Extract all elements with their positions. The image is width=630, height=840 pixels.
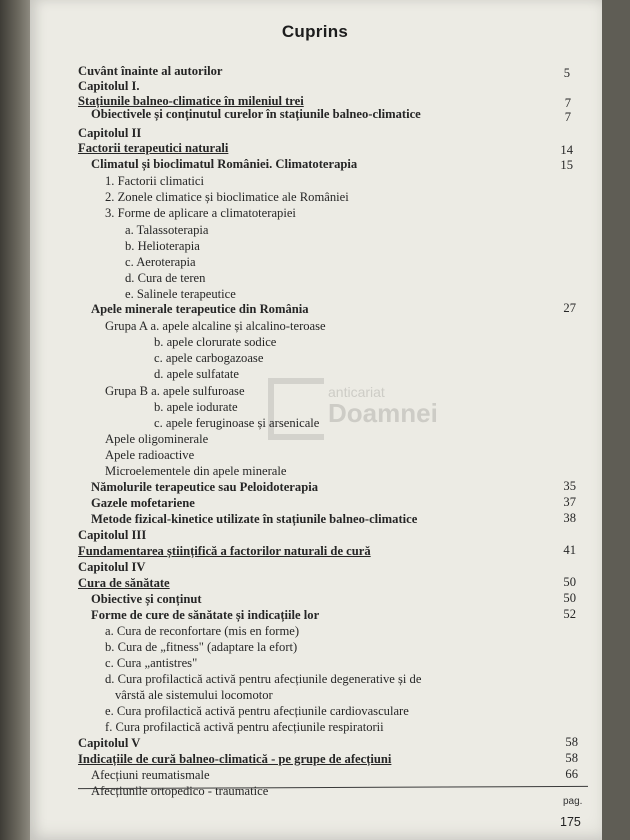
toc-subentry: b. apele clorurate sodice xyxy=(154,335,277,349)
footer-page-label: pag. xyxy=(563,796,583,807)
toc-page-number: 35 xyxy=(563,479,576,493)
page-title: Cuprins xyxy=(281,22,349,41)
toc-subentry: e. Salinele terapeutice xyxy=(125,287,236,301)
toc-entry: Gazele mofetariene xyxy=(91,496,195,510)
toc-page-number: 66 xyxy=(565,767,578,781)
toc-subentry: a. Cura de reconfortare (mis en forme) xyxy=(105,624,300,638)
toc-subentry: d. apele sulfatate xyxy=(154,367,239,381)
toc-entry: Obiective și conținut xyxy=(91,592,202,606)
chapter-heading: Capitolul I. xyxy=(78,79,140,93)
toc-subentry: e. Cura profilactică activă pentru afecțiunile cardiovasculare xyxy=(105,704,409,718)
toc-page-number: 7 xyxy=(564,96,571,110)
toc-entry: Metode fizical-kinetice utilizate în stațiunile balneo-climatice xyxy=(91,512,418,526)
toc-page-number: 38 xyxy=(563,511,576,525)
toc-subentry: Grupa B a. apele sulfuroase xyxy=(105,384,245,398)
toc-subentry: b. Helioterapia xyxy=(125,239,200,253)
toc-subentry: a. Talassoterapia xyxy=(125,223,209,237)
chapter-title: Cura de sănătate xyxy=(78,576,170,590)
toc-page-number: 14 xyxy=(560,143,573,157)
toc-subentry: Apele oligominerale xyxy=(105,432,209,446)
toc-subentry: f. Cura profilactică activă pentru afecțiunile respiratorii xyxy=(105,720,384,734)
toc-subentry: d. Cura profilactică activă pentru afecțiunile degenerative și de xyxy=(105,672,422,686)
toc-subentry: b. apele iodurate xyxy=(154,400,238,414)
toc-subentry: Grupa A a. apele alcaline și alcalino-teroase xyxy=(105,319,326,333)
toc-page-number: 50 xyxy=(563,575,576,589)
chapter-title: Factorii terapeutici naturali xyxy=(78,141,229,155)
toc-subentry: 3. Forme de aplicare a climatoterapiei xyxy=(105,206,296,220)
toc-subentry: 2. Zonele climatice și bioclimatice ale României xyxy=(105,190,349,204)
toc-page-number: 7 xyxy=(564,110,571,124)
toc-entry: Cuvânt înainte al autorilor xyxy=(78,64,223,78)
toc-page-number: 41 xyxy=(563,543,576,557)
book-spine-shadow xyxy=(0,0,30,840)
toc-page-number: 50 xyxy=(563,591,576,605)
toc-subentry: c. Aeroterapia xyxy=(125,255,196,269)
toc-page-number: 27 xyxy=(563,301,576,315)
toc-page-number: 58 xyxy=(565,751,578,765)
watermark-line2: Doamnei xyxy=(328,398,438,428)
footer-page-number: 175 xyxy=(560,815,581,829)
chapter-title: Indicațiile de cură balneo-climatică - pe grupe de afecțiuni xyxy=(78,752,392,766)
toc-page-number: 58 xyxy=(565,735,578,749)
toc-entry: Afecțiuni reumatismale xyxy=(91,768,210,782)
toc-page-number: 15 xyxy=(560,158,573,172)
toc-subentry: b. Cura de „fitness" (adaptare la efort) xyxy=(105,640,298,654)
toc-subentry: Microelementele din apele minerale xyxy=(105,464,287,478)
watermark xyxy=(262,378,438,448)
chapter-title: Stațiunile balneo-climatice în mileniul trei xyxy=(78,94,304,108)
toc-subentry: vârstă ale sistemului locomotor xyxy=(115,688,273,702)
chapter-heading: Capitolul V xyxy=(78,736,141,750)
toc-subentry: Apele radioactive xyxy=(105,448,195,462)
watermark-line1: anticariat xyxy=(328,384,385,400)
toc-entry: Obiectivele și conținutul curelor în stațiunile balneo-climatice xyxy=(91,107,421,121)
toc-subentry: c. apele carbogazoase xyxy=(154,351,264,365)
chapter-heading: Capitolul IV xyxy=(78,560,146,574)
chapter-heading: Capitolul II xyxy=(78,126,142,140)
toc-subentry: c. apele feruginoase și arsenicale xyxy=(154,416,320,430)
toc-subentry: c. Cura „antistres" xyxy=(105,656,198,670)
toc-entry: Forme de cure de sănătate și indicațiile lor xyxy=(91,608,320,622)
toc-page-number: 5 xyxy=(563,66,570,80)
chapter-title: Fundamentarea științifică a factorilor naturali de cură xyxy=(78,544,371,558)
toc-subentry: d. Cura de teren xyxy=(125,271,206,285)
toc-entry: Apele minerale terapeutice din România xyxy=(91,302,309,316)
toc-page-number: 37 xyxy=(563,495,576,509)
toc-entry: Afecțiunile ortopedico - traumatice xyxy=(91,784,269,798)
toc-entry: Nămolurile terapeutice sau Peloidoterapia xyxy=(91,480,318,494)
toc-subentry: 1. Factorii climatici xyxy=(105,174,204,188)
toc-entry: Climatul și bioclimatul României. Climatoterapia xyxy=(91,157,358,171)
toc-page-number: 52 xyxy=(563,607,576,621)
chapter-heading: Capitolul III xyxy=(78,528,147,542)
